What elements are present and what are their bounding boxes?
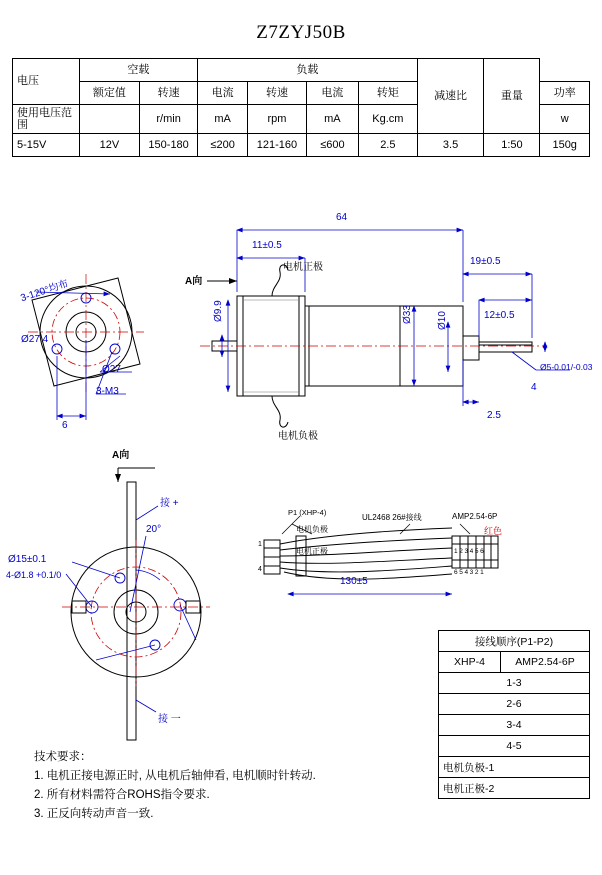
dim-shaft-dia-mid: Ø10 xyxy=(437,311,448,330)
dimension-lines-top xyxy=(222,230,570,406)
dim-flat-height: 4 xyxy=(531,382,537,393)
label-pin-left-1: 1 xyxy=(258,541,262,548)
wiring-footer-positive: 电机正极-2 xyxy=(439,778,590,799)
cell-unit-rmin: r/min xyxy=(140,105,198,134)
cell-val-noload-current: ≤200 xyxy=(198,134,248,157)
cell-load-group: 负载 xyxy=(198,59,418,82)
cell-val-load-speed: 121-160 xyxy=(248,134,307,157)
dim-harness-length: 130±5 xyxy=(340,576,368,587)
label-terminal-minus: 接 一 xyxy=(158,714,181,725)
table-row xyxy=(439,694,590,715)
table-row xyxy=(439,715,590,736)
wiring-row-3: 3-4 xyxy=(439,715,590,736)
cell-ratio-header: 减速比 xyxy=(417,59,484,134)
label-section-a-top: A向 xyxy=(185,276,203,287)
label-section-a-bottom: A向 xyxy=(112,450,130,461)
wiring-col-amp: AMP2.54-6P xyxy=(501,652,590,673)
cell-val-power: 3.5 xyxy=(417,134,484,157)
dim-bolt-pattern: 3-120°均布 xyxy=(19,278,70,305)
dim-mounting-holes: 4-Ø1.8 +0.1/0 xyxy=(6,570,62,580)
cell-unit-ma2: mA xyxy=(306,105,358,134)
wiring-footer-negative: 电机负极-1 xyxy=(439,757,590,778)
wiring-table-title: 接线顺序(P1-P2) xyxy=(439,631,590,652)
cell-val-load-current: ≤600 xyxy=(306,134,358,157)
dim-pitch: 6 xyxy=(62,420,68,431)
cell-val-torque: 2.5 xyxy=(358,134,417,157)
cell-voltage-range-label: 使用电压范围 xyxy=(13,105,80,134)
dim-motor-length: 19±0.5 xyxy=(470,256,501,267)
wiring-order-table xyxy=(438,630,590,799)
label-pins-right-bottom: 654321 xyxy=(454,569,486,576)
note-item-3: 3. 正反向转动声音一致. xyxy=(34,807,154,820)
dim-shaft-dia-small: Ø9.9 xyxy=(213,300,224,322)
dim-angle: 20° xyxy=(146,524,162,535)
dim-outer-dia: Ø15±0.1 xyxy=(8,554,47,565)
cell-load-speed: 转速 xyxy=(248,82,307,105)
dim-threads: 3-M3 xyxy=(96,386,119,397)
dim-gearbox-length: 11±0.5 xyxy=(252,240,282,251)
cell-unit-w: w xyxy=(540,105,590,134)
cell-unit-rpm: rpm xyxy=(248,105,307,134)
table-row xyxy=(439,652,590,673)
table-row xyxy=(439,757,590,778)
technical-notes xyxy=(34,748,316,824)
label-terminal-plus: 接 + xyxy=(160,498,179,509)
cell-noload-current: 电流 xyxy=(198,82,248,105)
wiring-row-1: 1-3 xyxy=(439,673,590,694)
dim-pcd: Ø27 xyxy=(102,364,121,375)
label-motor-positive: 电机正极 xyxy=(283,262,323,273)
label-motor-negative: 电机负极 xyxy=(278,431,318,442)
cell-power: 功率 xyxy=(540,82,590,105)
cell-unit-ma: mA xyxy=(198,105,248,134)
table-row xyxy=(439,631,590,652)
wiring-row-2: 2-6 xyxy=(439,694,590,715)
dim-step: 2.5 xyxy=(487,410,501,421)
cell-unit-kgcm: Kg.cm xyxy=(358,105,417,134)
table-row xyxy=(439,673,590,694)
dim-shaft-tolerance: Ø5-0.01/-0.03 xyxy=(540,362,593,372)
cell-weight-header: 重量 xyxy=(484,59,540,134)
label-harness-positive: 电机正极 xyxy=(296,547,328,556)
label-pins-right-top: 123456 xyxy=(454,548,486,555)
label-connector-right: AMP2.54-6P xyxy=(452,512,498,521)
label-red-wire: 红色 xyxy=(484,526,503,536)
cell-val-rated: 12V xyxy=(79,134,139,157)
table-row xyxy=(439,736,590,757)
dim-motor-dia: Ø33 xyxy=(402,305,413,324)
cell-noload-group: 空载 xyxy=(79,59,197,82)
label-harness-negative: 电机负极 xyxy=(296,525,328,534)
label-connector-left: P1 (XHP-4) xyxy=(288,508,327,517)
cell-noload-speed: 转速 xyxy=(140,82,198,105)
label-wire-spec: UL2468 26#接线 xyxy=(362,513,422,522)
wiring-row-4: 4-5 xyxy=(439,736,590,757)
cell-rated: 额定值 xyxy=(79,82,139,105)
cell-val-voltage-range: 5-15V xyxy=(13,134,80,157)
label-pin-left-4: 4 xyxy=(258,566,262,573)
dim-overall-length: 64 xyxy=(336,212,348,223)
page-title: Z7ZYJ50B xyxy=(256,22,346,43)
wiring-col-xhp: XHP-4 xyxy=(439,652,501,673)
cell-voltage-group: 电压 xyxy=(13,59,80,105)
dim-flange-dia-left: Ø27.4 xyxy=(21,334,49,345)
table-row xyxy=(439,778,590,799)
cell-torque: 转矩 xyxy=(358,82,417,105)
cell-val-ratio: 1:50 xyxy=(484,134,540,157)
note-item-1: 1. 电机正接电源正时, 从电机后轴伸看, 电机顺时针转动. xyxy=(34,769,316,782)
note-item-2: 2. 所有材料需符合ROHS指令要求. xyxy=(34,788,210,801)
cell-load-current: 电流 xyxy=(306,82,358,105)
cell-val-noload-speed: 150-180 xyxy=(140,134,198,157)
section-a-view xyxy=(62,468,210,740)
dim-shaft-length: 12±0.5 xyxy=(484,310,515,321)
notes-heading: 技术要求： xyxy=(34,751,92,763)
cell-val-weight: 150g xyxy=(540,134,590,157)
